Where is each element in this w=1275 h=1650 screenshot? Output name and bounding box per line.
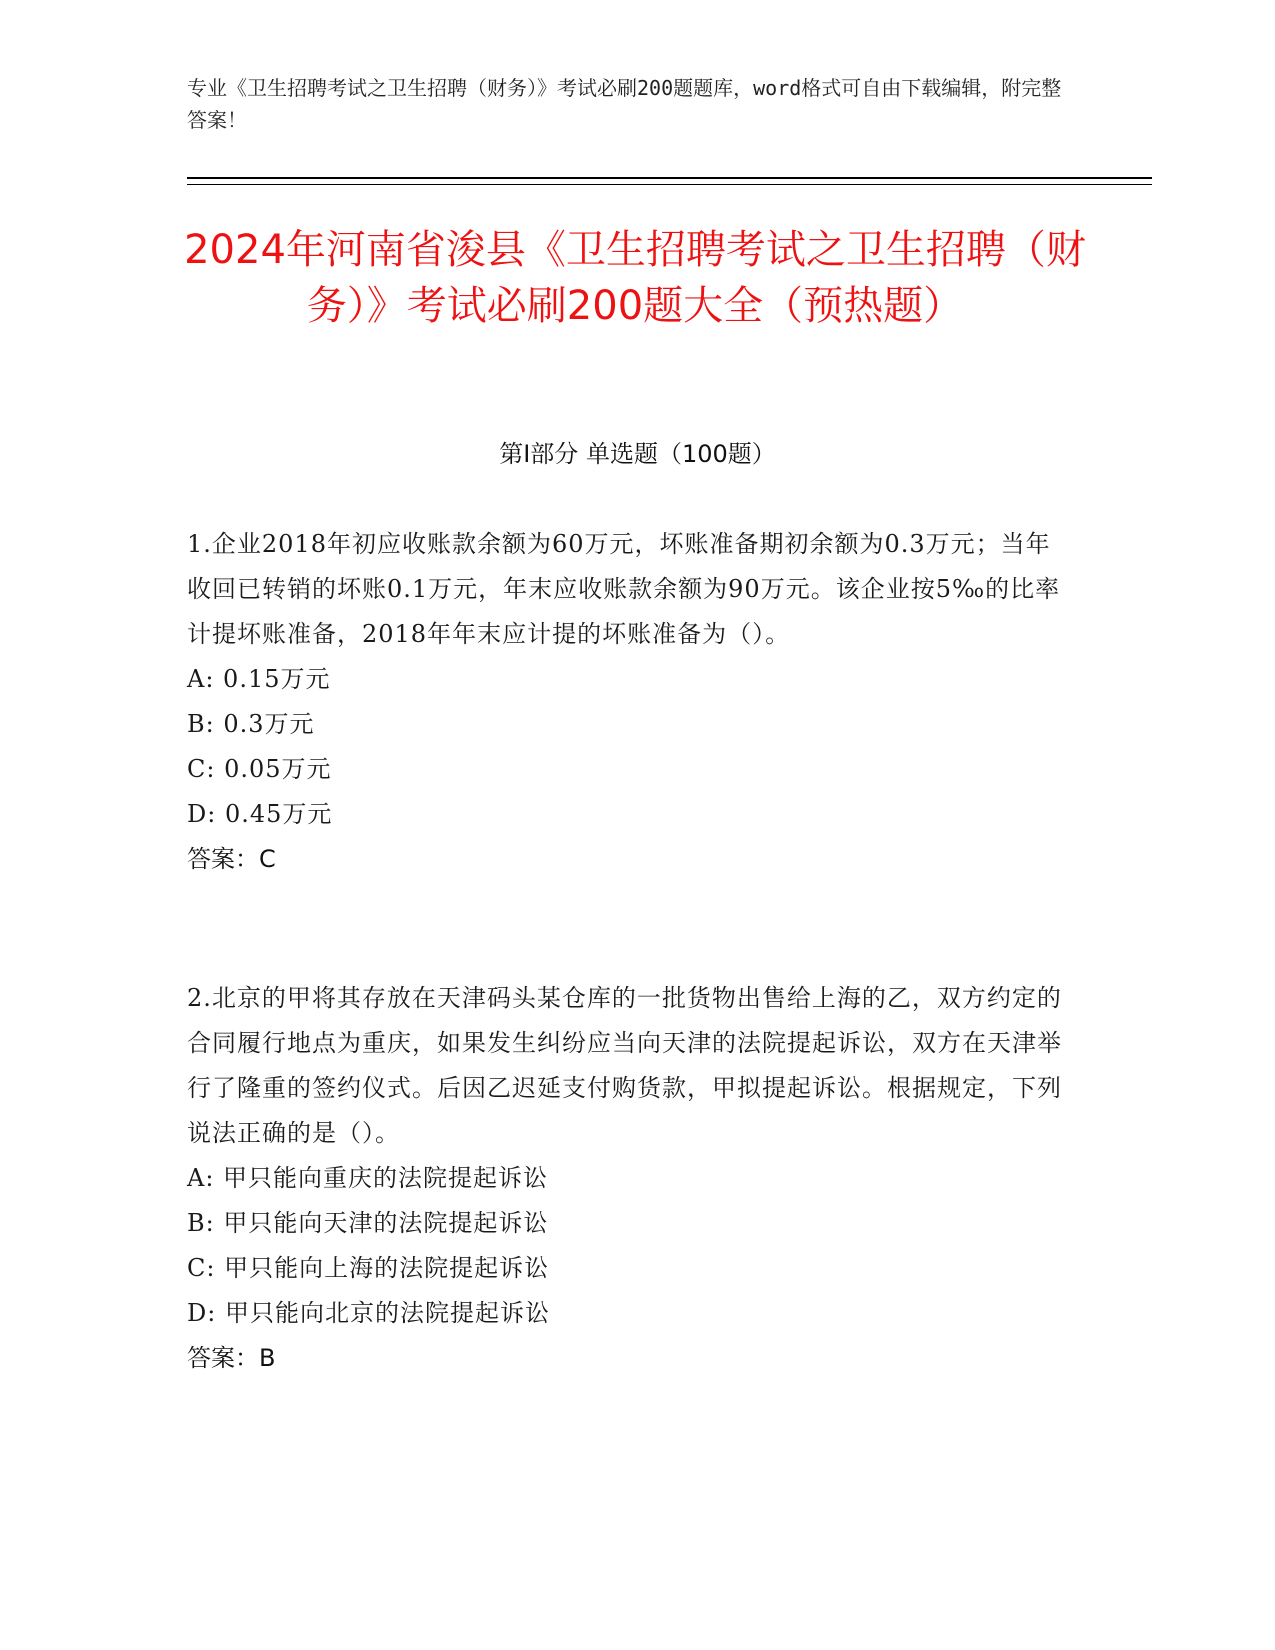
header-note: 专业《卫生招聘考试之卫生招聘（财务）》考试必刷200题题库，word格式可自由下载编辑，附完整答案！ [187, 76, 1062, 132]
question-block [187, 522, 1067, 882]
question-block [187, 976, 1067, 1381]
option-d: D: 甲只能向北京的法院提起诉讼 [187, 1299, 550, 1327]
question-stem: 1.企业2018年初应收账款余额为60万元，坏账准备期初余额为0.3万元；当年收回已转销的坏账0.1万元，年末应收账款余额为90万元。该企业按5‰的比率计提坏账准备，2018年年末应计提的坏账准备为（）。 [187, 530, 1061, 648]
document-title: 2024年河南省浚县《卫生招聘考试之卫生招聘（财务）》考试必刷200题大全（预热题） [184, 227, 1086, 329]
option-c: C: 0.05万元 [187, 755, 332, 783]
option-b: B: 0.3万元 [187, 710, 315, 738]
header-divider-thick [187, 177, 1152, 179]
option-a: A: 甲只能向重庆的法院提起诉讼 [187, 1164, 549, 1192]
option-a: A: 0.15万元 [187, 665, 331, 693]
option-d: D: 0.45万元 [187, 800, 333, 828]
question-stem: 2.北京的甲将其存放在天津码头某仓库的一批货物出售给上海的乙，双方约定的合同履行地点为重庆，如果发生纠纷应当向天津的法院提起诉讼，双方在天津举行了隆重的签约仪式。后因乙迟延支付购货款，甲拟提起诉讼。根据规定，下列说法正确的是（）。 [187, 984, 1062, 1147]
header-divider-thin [187, 184, 1152, 185]
option-b: B: 甲只能向天津的法院提起诉讼 [187, 1209, 549, 1237]
option-c: C: 甲只能向上海的法院提起诉讼 [187, 1254, 550, 1282]
answer-line: 答案：B [187, 1344, 276, 1372]
section-title: 第I部分 单选题（100题） [499, 440, 776, 468]
answer-line: 答案：C [187, 845, 276, 873]
